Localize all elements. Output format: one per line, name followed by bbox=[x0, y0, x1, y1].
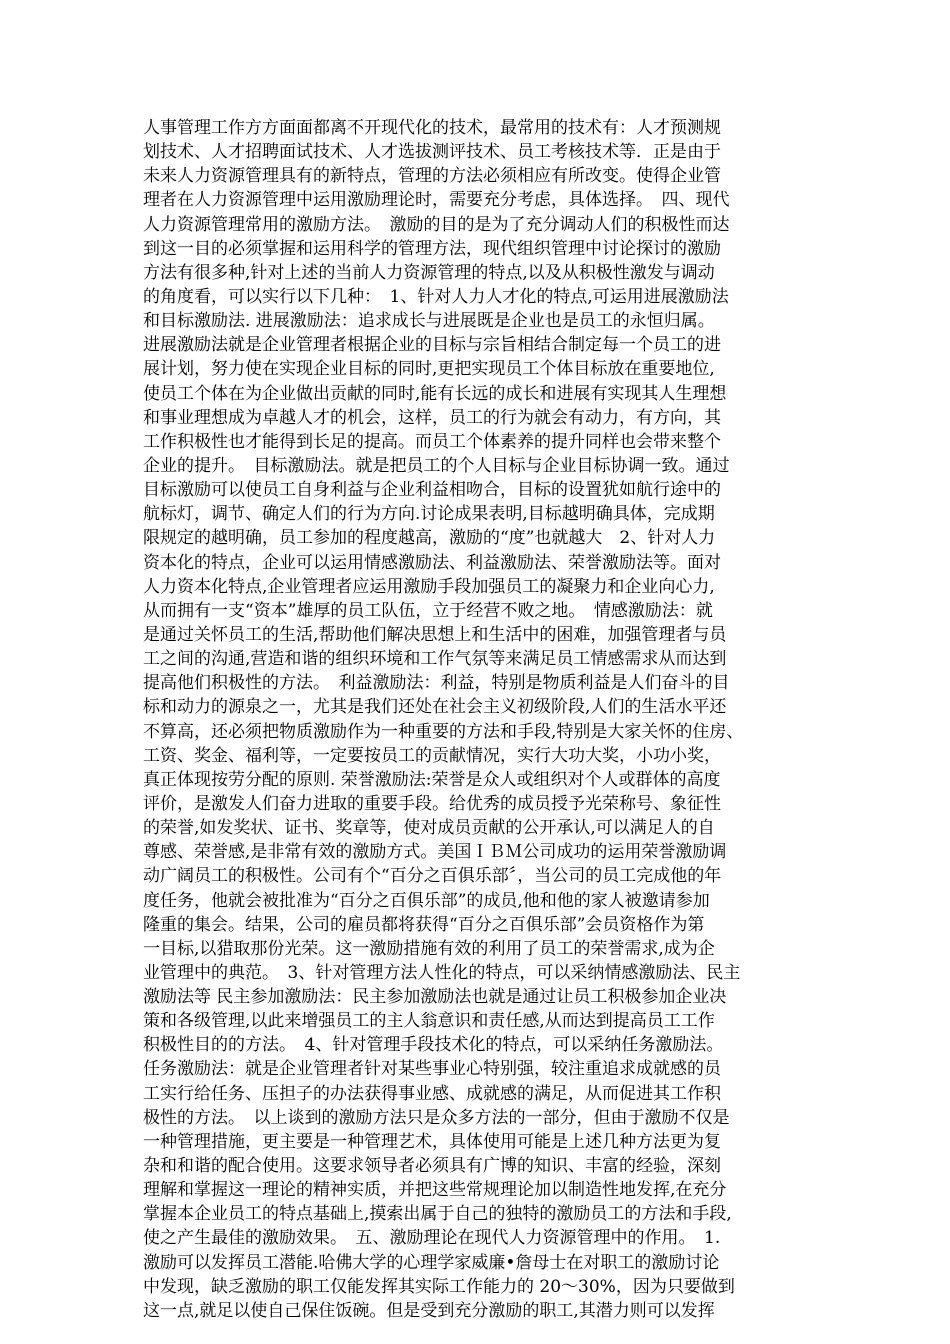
text-line: 激励可以发挥员工潜能.哈佛大学的心理学家威廉•詹母士在对职工的激励讨论 bbox=[143, 1252, 720, 1273]
text-line: 的角度看，可以实行以下几种： 1、针对人力人才化的特点,可运用进展激励法 bbox=[143, 286, 729, 307]
text-line: 任务激励法：就是企业管理者针对某些事业心特别强，较注重追求成就感的员 bbox=[143, 1059, 721, 1080]
text-line: 业管理中的典范。 3、针对管理方法人性化的特点，可以采纳情感激励法、民主 bbox=[143, 962, 741, 983]
text-line: 工实行给任务、压担子的办法获得事业感、成就感的满足，从而促进其工作积 bbox=[143, 1083, 721, 1104]
text-line: 航标灯，调节、确定人们的行为方向.讨论成果表明,目标越明确具体，完成期 bbox=[143, 504, 715, 525]
document-body bbox=[143, 116, 809, 1323]
text-line: 使员工个体在为企业做出贡献的同时,能有长远的成长和进展有实现其人生理想 bbox=[143, 383, 727, 404]
text-line: 和目标激励法. 进展激励法：追求成长与进展既是企业也是员工的永恒归属。 bbox=[143, 311, 715, 332]
text-line: 到这一目的必须掌握和运用科学的管理方法，现代组织管理中讨论探讨的激励 bbox=[143, 238, 721, 259]
text-line: 限规定的越明确，员工参加的程度越高，激励的“度”也就越大 2、针对人力 bbox=[143, 528, 716, 549]
text-line: 中发现，缺乏激励的职工仅能发挥其实际工作能力的 20～30%，因为只要做到 bbox=[143, 1276, 735, 1297]
text-line: 杂和和谐的配合使用。这要求领导者必须具有广博的知识、丰富的经验，深刻 bbox=[143, 1156, 721, 1177]
text-line: 评价，是激发人们奋力进取的重要手段。给优秀的成员授予光荣称号、象征性 bbox=[143, 793, 721, 814]
text-line: 工作积极性也才能得到长足的提高。而员工个体素养的提升同样也会带来整个 bbox=[143, 431, 721, 452]
text-line: 是通过关怀员工的生活,帮助他们解决思想上和生活中的困难，加强管理者与员 bbox=[143, 624, 727, 645]
text-line: 策和各级管理,以此来增强员工的主人翁意识和责任感,从而达到提高员工工作 bbox=[143, 1011, 715, 1032]
text-line: 积极性目的的方法。 4、针对管理手段技术化的特点，可以采纳任务激励法。 bbox=[143, 1035, 724, 1056]
text-line: 不算高，还必须把物质激励作为一种重要的方法和手段,特别是大家关怀的住房、 bbox=[143, 721, 744, 742]
text-line: 进展激励法就是企业管理者根据企业的目标与宗旨相结合制定每一个员工的进 bbox=[143, 335, 721, 356]
text-line: 隆重的集会。结果，公司的雇员都将获得“百分之百俱乐部”会员资格作为第 bbox=[143, 914, 705, 935]
text-line: 理者在人力资源管理中运用激励理论时，需要充分考虑，具体选择。 四、现代 bbox=[143, 190, 730, 211]
text-line: 从而拥有一支“资本”雄厚的员工队伍，立于经营不败之地。 情感激励法：就 bbox=[143, 600, 713, 621]
text-line: 使之产生最佳的激励效果。 五、激励理论在现代人力资源管理中的作用。 1. bbox=[143, 1228, 721, 1249]
text-line: 极性的方法。 以上谈到的激励方法只是众多方法的一部分，但由于激励不仅是 bbox=[143, 1107, 730, 1128]
text-line: 标和动力的源泉之一，尤其是我们还处在社会主义初级阶段,人们的生活水平还 bbox=[143, 697, 727, 718]
text-line: 方法有很多种,针对上述的当前人力资源管理的特点,以及从积极性激发与调动 bbox=[143, 262, 715, 283]
text-line: 一种管理措施，更主要是一种管理艺术，具体使用可能是上述几种方法更为复 bbox=[143, 1131, 721, 1152]
text-line: 一目标,以猎取那份光荣。这一激励措施有效的利用了员工的荣誉需求,成为企 bbox=[143, 938, 715, 959]
text-line: 度任务，他就会被批准为“百分之百俱乐部”的成员,他和他的家人被邀请参加 bbox=[143, 890, 710, 911]
text-line: 和事业理想成为卓越人才的机会，这样，员工的行为就会有动力，有方向，其 bbox=[143, 407, 721, 428]
text-line: 理解和掌握这一理论的精神实质，并把这些常规理论加以制造性地发挥,在充分 bbox=[143, 1180, 727, 1201]
text-line: 展计划，努力使在实现企业目标的同时,更把实现员工个体目标放在重要地位, bbox=[143, 359, 715, 380]
text-line: 掌握本企业员工的特点基础上,摸索出属于自己的独特的激励员工的方法和手段, bbox=[143, 1204, 732, 1225]
text-line: 企业的提升。 目标激励法。就是把员工的个人目标与企业目标协调一致。通过 bbox=[143, 455, 730, 476]
text-line: 工资、奖金、福利等，一定要按员工的贡献情况，实行大功大奖，小功小奖， bbox=[143, 745, 721, 766]
text-line: 资本化的特点，企业可以运用情感激励法、利益激励法、荣誉激励法等。面对 bbox=[143, 552, 721, 573]
text-line: 未来人力资源管理具有的新特点，管理的方法必须相应有所改变。使得企业管 bbox=[143, 166, 721, 187]
text-line: 真正体现按劳分配的原则. 荣誉激励法:荣誉是众人或组织对个人或群体的高度 bbox=[143, 769, 721, 790]
text-line: 提高他们积极性的方法。 利益激励法：利益，特别是物质利益是人们奋斗的目 bbox=[143, 673, 730, 694]
text-line: 这一点,就足以使自己保住饭碗。但是受到充分激励的职工,其潜力则可以发挥 bbox=[143, 1300, 715, 1321]
text-line: 人事管理工作方方面面都离不开现代化的技术，最常用的技术有：人才预测规 bbox=[143, 118, 721, 138]
text-line: 尊感、荣誉感,是非常有效的激励方式。美国ＩＢＭ公司成功的运用荣誉激励调 bbox=[143, 842, 727, 863]
text-line: 人力资本化特点,企业管理者应运用激励手段加强员工的凝聚力和企业向心力, bbox=[143, 576, 715, 597]
text-line: 工之间的沟通,营造和谐的组织环境和工作气氛等来满足员工情感需求从而达到 bbox=[143, 649, 727, 670]
text-line: 动广阔员工的积极性。公司有个“百分之百俱乐部〞，当公司的员工完成他的年 bbox=[143, 866, 722, 887]
text-line: 的荣誉,如发奖状、证书、奖章等，使对成员贡献的公开承认,可以满足人的自 bbox=[143, 818, 715, 839]
text-line: 目标激励可以使员工自身利益与企业利益相吻合，目标的设置犹如航行途中的 bbox=[143, 480, 721, 501]
text-line: 人力资源管理常用的激励方法。 激励的目的是为了充分调动人们的积极性而达 bbox=[143, 214, 730, 235]
text-line: 划技术、人才招聘面试技术、人才选拔测评技术、员工考核技术等．正是由于 bbox=[143, 142, 721, 163]
text-line: 激励法等 民主参加激励法：民主参加激励法也就是通过让员工积极参加企业决 bbox=[143, 987, 727, 1008]
